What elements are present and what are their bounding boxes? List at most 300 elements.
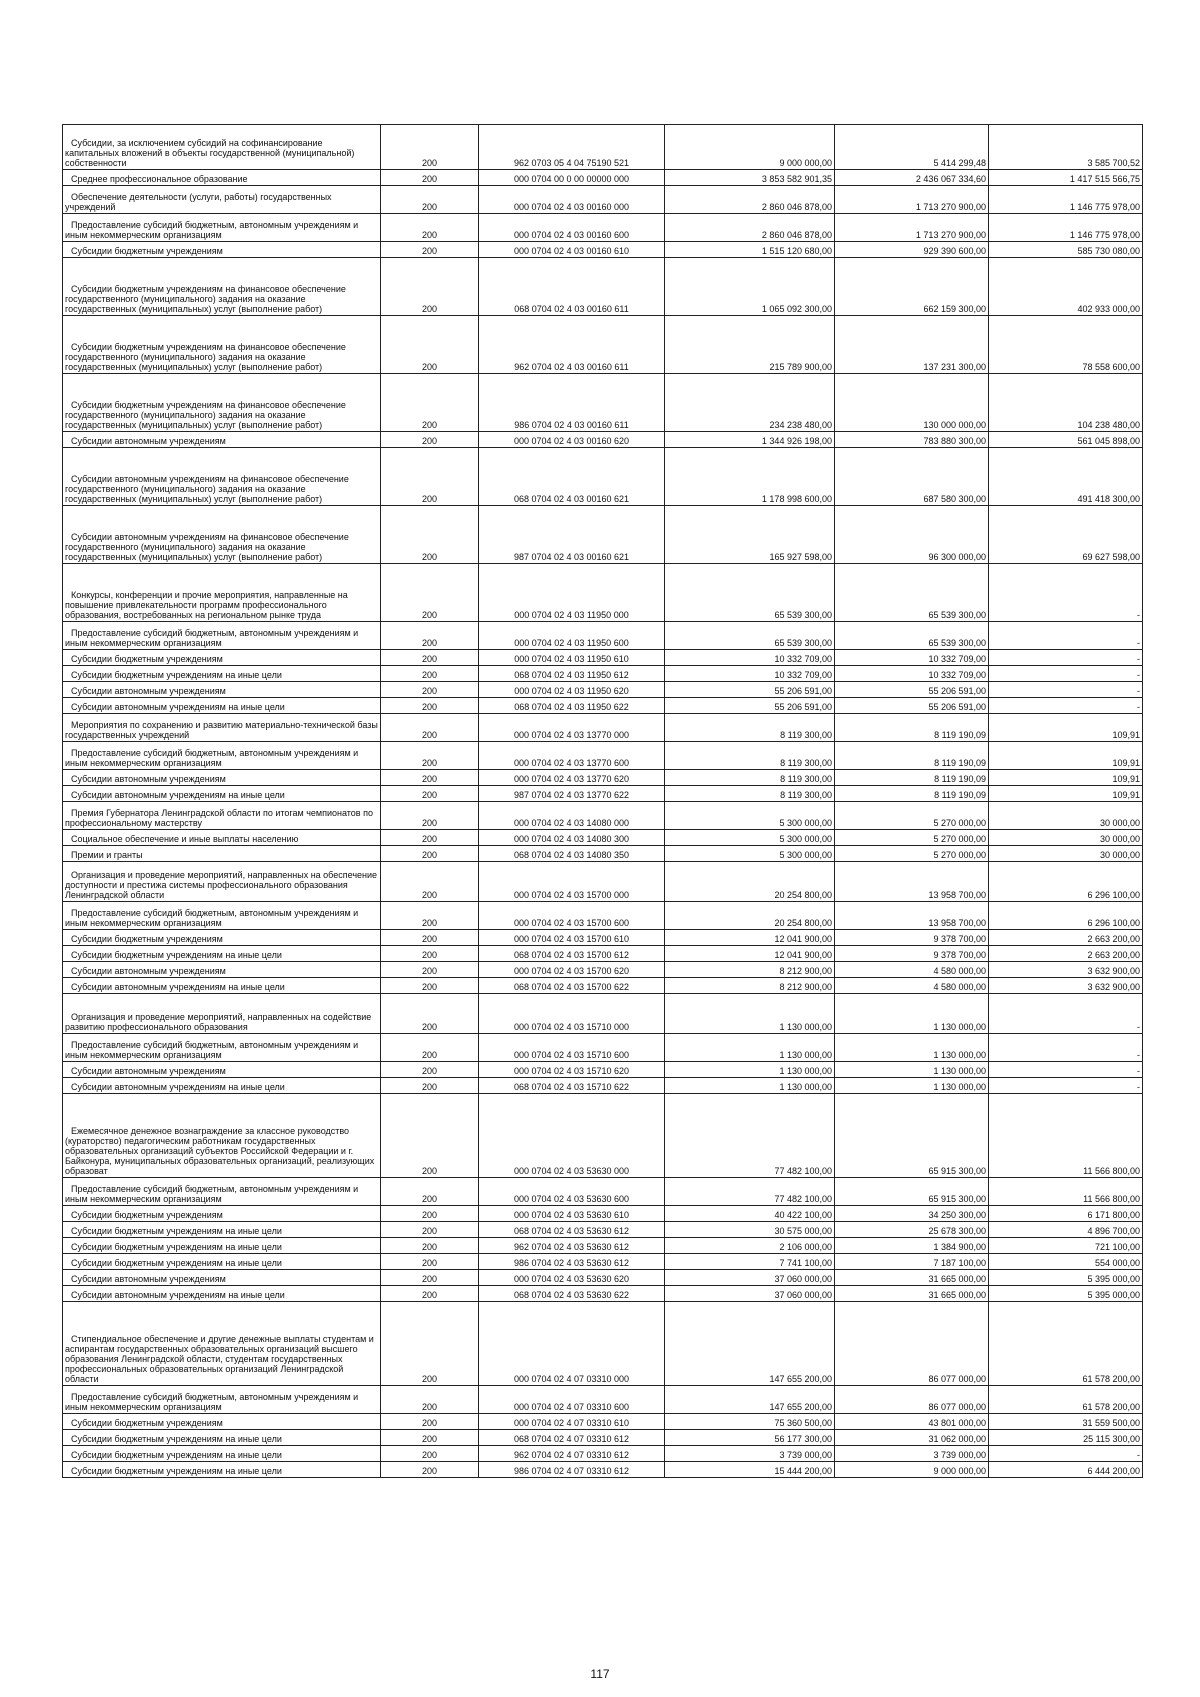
row-name-cell: Субсидии бюджетным учреждениям на иные цели: [63, 666, 381, 682]
row-code-cell: 200: [381, 1222, 479, 1238]
row-executed-cell: 1 130 000,00: [835, 994, 989, 1034]
table-row: [63, 1386, 1143, 1414]
row-code-cell: 200: [381, 830, 479, 846]
table-row: [63, 1446, 1143, 1462]
table-row: [63, 622, 1143, 650]
table-row: [63, 830, 1143, 846]
row-approved-cell: 1 130 000,00: [665, 1062, 835, 1078]
row-classification-cell: 000 0704 02 4 03 00160 600: [479, 214, 665, 242]
row-approved-cell: 10 332 709,00: [665, 650, 835, 666]
row-code-cell: 200: [381, 666, 479, 682]
row-unexecuted-cell: 61 578 200,00: [989, 1386, 1143, 1414]
row-classification-cell: 987 0704 02 4 03 00160 621: [479, 506, 665, 564]
row-unexecuted-cell: 561 045 898,00: [989, 432, 1143, 448]
row-classification-cell: 068 0704 02 4 03 15700 622: [479, 978, 665, 994]
row-executed-cell: 8 119 190,09: [835, 714, 989, 742]
row-executed-cell: 8 119 190,09: [835, 786, 989, 802]
row-code-cell: 200: [381, 930, 479, 946]
row-code-cell: 200: [381, 170, 479, 186]
row-executed-cell: 9 378 700,00: [835, 946, 989, 962]
row-executed-cell: 3 739 000,00: [835, 1446, 989, 1462]
row-executed-cell: 4 580 000,00: [835, 962, 989, 978]
row-unexecuted-cell: 30 000,00: [989, 846, 1143, 862]
row-approved-cell: 1 178 998 600,00: [665, 448, 835, 506]
row-unexecuted-cell: 491 418 300,00: [989, 448, 1143, 506]
row-code-cell: 200: [381, 242, 479, 258]
row-executed-cell: 662 159 300,00: [835, 258, 989, 316]
row-executed-cell: 5 270 000,00: [835, 846, 989, 862]
row-approved-cell: 3 853 582 901,35: [665, 170, 835, 186]
row-approved-cell: 7 741 100,00: [665, 1254, 835, 1270]
row-approved-cell: 8 119 300,00: [665, 742, 835, 770]
row-executed-cell: 8 119 190,09: [835, 770, 989, 786]
row-name-cell: Предоставление субсидий бюджетным, автономным учреждениям и иным некоммерческим организациям: [63, 214, 381, 242]
row-executed-cell: 13 958 700,00: [835, 862, 989, 902]
row-unexecuted-cell: 402 933 000,00: [989, 258, 1143, 316]
table-row: [63, 698, 1143, 714]
row-classification-cell: 986 0704 02 4 07 03310 612: [479, 1462, 665, 1478]
row-unexecuted-cell: 1 146 775 978,00: [989, 214, 1143, 242]
row-name-cell: Субсидии автономным учреждениям на иные цели: [63, 978, 381, 994]
row-classification-cell: 000 0704 02 4 03 11950 000: [479, 564, 665, 622]
table-row: [63, 714, 1143, 742]
row-classification-cell: 000 0704 02 4 03 53630 620: [479, 1270, 665, 1286]
row-unexecuted-cell: -: [989, 1062, 1143, 1078]
row-executed-cell: 86 077 000,00: [835, 1386, 989, 1414]
row-executed-cell: 13 958 700,00: [835, 902, 989, 930]
row-code-cell: 200: [381, 846, 479, 862]
row-name-cell: Конкурсы, конференции и прочие мероприятия, направленные на повышение привлекательности программ профессионального образования, востребованных на региональном рынке труда: [63, 564, 381, 622]
row-classification-cell: 000 0704 02 4 03 11950 610: [479, 650, 665, 666]
row-classification-cell: 000 0704 02 4 03 15700 620: [479, 962, 665, 978]
row-code-cell: 200: [381, 994, 479, 1034]
table-row: [63, 770, 1143, 786]
row-approved-cell: 8 212 900,00: [665, 978, 835, 994]
row-unexecuted-cell: 31 559 500,00: [989, 1414, 1143, 1430]
row-classification-cell: 000 0704 02 4 03 13770 620: [479, 770, 665, 786]
row-classification-cell: 000 0704 00 0 00 00000 000: [479, 170, 665, 186]
row-executed-cell: 1 130 000,00: [835, 1034, 989, 1062]
table-row: [63, 802, 1143, 830]
row-name-cell: Субсидии бюджетным учреждениям на иные цели: [63, 1254, 381, 1270]
table-row: [63, 448, 1143, 506]
row-name-cell: Субсидии автономным учреждениям на финансовое обеспечение государственного (муниципального) задания на оказание государственных (муниципальных) услуг (выполнение работ): [63, 448, 381, 506]
row-approved-cell: 15 444 200,00: [665, 1462, 835, 1478]
row-name-cell: Субсидии автономным учреждениям на иные цели: [63, 698, 381, 714]
row-unexecuted-cell: -: [989, 1078, 1143, 1094]
row-name-cell: Субсидии автономным учреждениям на финансовое обеспечение государственного (муниципального) задания на оказание государственных (муниципальных) услуг (выполнение работ): [63, 506, 381, 564]
row-executed-cell: 96 300 000,00: [835, 506, 989, 564]
row-approved-cell: 55 206 591,00: [665, 682, 835, 698]
row-classification-cell: 987 0704 02 4 03 13770 622: [479, 786, 665, 802]
row-code-cell: 200: [381, 1094, 479, 1178]
row-executed-cell: 10 332 709,00: [835, 650, 989, 666]
row-classification-cell: 000 0704 02 4 03 15700 600: [479, 902, 665, 930]
row-executed-cell: 5 270 000,00: [835, 802, 989, 830]
row-approved-cell: 147 655 200,00: [665, 1386, 835, 1414]
row-name-cell: Субсидии автономным учреждениям: [63, 1270, 381, 1286]
row-code-cell: 200: [381, 1254, 479, 1270]
row-executed-cell: 929 390 600,00: [835, 242, 989, 258]
row-approved-cell: 8 212 900,00: [665, 962, 835, 978]
budget-report-sheet: [62, 124, 1142, 1478]
row-name-cell: Субсидии бюджетным учреждениям на иные цели: [63, 1462, 381, 1478]
row-executed-cell: 65 915 300,00: [835, 1178, 989, 1206]
row-name-cell: Субсидии автономным учреждениям: [63, 682, 381, 698]
row-unexecuted-cell: 585 730 080,00: [989, 242, 1143, 258]
row-executed-cell: 137 231 300,00: [835, 316, 989, 374]
row-code-cell: 200: [381, 316, 479, 374]
row-name-cell: Премия Губернатора Ленинградской области по итогам чемпионатов по профессиональному мастерству: [63, 802, 381, 830]
row-executed-cell: 7 187 100,00: [835, 1254, 989, 1270]
row-approved-cell: 8 119 300,00: [665, 770, 835, 786]
row-approved-cell: 30 575 000,00: [665, 1222, 835, 1238]
row-unexecuted-cell: 6 296 100,00: [989, 902, 1143, 930]
row-unexecuted-cell: 109,91: [989, 714, 1143, 742]
row-code-cell: 200: [381, 742, 479, 770]
row-approved-cell: 77 482 100,00: [665, 1178, 835, 1206]
table-row: [63, 682, 1143, 698]
row-code-cell: 200: [381, 962, 479, 978]
row-classification-cell: 000 0704 02 4 03 00160 610: [479, 242, 665, 258]
row-classification-cell: 000 0704 02 4 03 14080 000: [479, 802, 665, 830]
row-classification-cell: 000 0704 02 4 03 15710 620: [479, 1062, 665, 1078]
row-name-cell: Предоставление субсидий бюджетным, автономным учреждениям и иным некоммерческим организациям: [63, 622, 381, 650]
table-row: [63, 564, 1143, 622]
row-approved-cell: 1 130 000,00: [665, 1034, 835, 1062]
table-row: [63, 1430, 1143, 1446]
row-classification-cell: 000 0704 02 4 03 00160 000: [479, 186, 665, 214]
row-code-cell: 200: [381, 1286, 479, 1302]
row-executed-cell: 31 665 000,00: [835, 1286, 989, 1302]
table-row: [63, 316, 1143, 374]
row-classification-cell: 068 0704 02 4 03 11950 612: [479, 666, 665, 682]
page-number: 117: [590, 1667, 610, 1681]
row-executed-cell: 2 436 067 334,60: [835, 170, 989, 186]
row-executed-cell: 31 062 000,00: [835, 1430, 989, 1446]
row-code-cell: 200: [381, 698, 479, 714]
row-approved-cell: 1 344 926 198,00: [665, 432, 835, 448]
row-name-cell: Субсидии бюджетным учреждениям на иные цели: [63, 1222, 381, 1238]
row-approved-cell: 2 860 046 878,00: [665, 186, 835, 214]
row-unexecuted-cell: 25 115 300,00: [989, 1430, 1143, 1446]
row-unexecuted-cell: -: [989, 564, 1143, 622]
row-unexecuted-cell: 30 000,00: [989, 802, 1143, 830]
row-executed-cell: 43 801 000,00: [835, 1414, 989, 1430]
row-classification-cell: 000 0704 02 4 03 15710 600: [479, 1034, 665, 1062]
row-code-cell: 200: [381, 1270, 479, 1286]
row-unexecuted-cell: 5 395 000,00: [989, 1270, 1143, 1286]
row-unexecuted-cell: 3 632 900,00: [989, 978, 1143, 994]
row-code-cell: 200: [381, 802, 479, 830]
row-approved-cell: 55 206 591,00: [665, 698, 835, 714]
row-classification-cell: 000 0704 02 4 03 13770 000: [479, 714, 665, 742]
row-classification-cell: 986 0704 02 4 03 53630 612: [479, 1254, 665, 1270]
row-classification-cell: 068 0704 02 4 03 53630 612: [479, 1222, 665, 1238]
row-executed-cell: 1 130 000,00: [835, 1062, 989, 1078]
row-approved-cell: 20 254 800,00: [665, 902, 835, 930]
row-classification-cell: 000 0704 02 4 07 03310 600: [479, 1386, 665, 1414]
row-classification-cell: 000 0704 02 4 07 03310 610: [479, 1414, 665, 1430]
row-approved-cell: 20 254 800,00: [665, 862, 835, 902]
row-code-cell: 200: [381, 1386, 479, 1414]
row-approved-cell: 5 300 000,00: [665, 846, 835, 862]
row-classification-cell: 962 0703 05 4 04 75190 521: [479, 125, 665, 170]
table-row: [63, 862, 1143, 902]
row-unexecuted-cell: 104 238 480,00: [989, 374, 1143, 432]
row-unexecuted-cell: -: [989, 682, 1143, 698]
row-executed-cell: 65 915 300,00: [835, 1094, 989, 1178]
row-approved-cell: 234 238 480,00: [665, 374, 835, 432]
row-code-cell: 200: [381, 1446, 479, 1462]
row-name-cell: Организация и проведение мероприятий, направленных на содействие развитию профессионального образования: [63, 994, 381, 1034]
row-code-cell: 200: [381, 374, 479, 432]
row-unexecuted-cell: 2 663 200,00: [989, 946, 1143, 962]
row-unexecuted-cell: 78 558 600,00: [989, 316, 1143, 374]
row-name-cell: Мероприятия по сохранению и развитию материально-технической базы государственных учреждений: [63, 714, 381, 742]
row-unexecuted-cell: -: [989, 994, 1143, 1034]
table-row: [63, 666, 1143, 682]
row-name-cell: Среднее профессиональное образование: [63, 170, 381, 186]
row-unexecuted-cell: 11 566 800,00: [989, 1094, 1143, 1178]
row-classification-cell: 000 0704 02 4 03 11950 600: [479, 622, 665, 650]
row-name-cell: Премии и гранты: [63, 846, 381, 862]
row-executed-cell: 1 713 270 900,00: [835, 214, 989, 242]
row-classification-cell: 000 0704 02 4 03 13770 600: [479, 742, 665, 770]
table-row: [63, 946, 1143, 962]
row-name-cell: Ежемесячное денежное вознаграждение за классное руководство (кураторство) педагогическим работникам государственных образовательных организаций субъектов Российской Федерации и г. Байконура, муниципальных образовательных организаций, реализующих образоват: [63, 1094, 381, 1178]
row-code-cell: 200: [381, 506, 479, 564]
row-unexecuted-cell: -: [989, 1446, 1143, 1462]
row-executed-cell: 130 000 000,00: [835, 374, 989, 432]
row-classification-cell: 962 0704 02 4 03 00160 611: [479, 316, 665, 374]
row-approved-cell: 12 041 900,00: [665, 930, 835, 946]
row-executed-cell: 31 665 000,00: [835, 1270, 989, 1286]
row-classification-cell: 000 0704 02 4 03 15700 000: [479, 862, 665, 902]
table-row: [63, 650, 1143, 666]
row-executed-cell: 9 000 000,00: [835, 1462, 989, 1478]
row-approved-cell: 8 119 300,00: [665, 786, 835, 802]
row-code-cell: 200: [381, 1462, 479, 1478]
row-code-cell: 200: [381, 1414, 479, 1430]
row-classification-cell: 962 0704 02 4 03 53630 612: [479, 1238, 665, 1254]
row-executed-cell: 9 378 700,00: [835, 930, 989, 946]
row-unexecuted-cell: 6 296 100,00: [989, 862, 1143, 902]
row-classification-cell: 000 0704 02 4 03 53630 600: [479, 1178, 665, 1206]
row-unexecuted-cell: 2 663 200,00: [989, 930, 1143, 946]
row-unexecuted-cell: 3 632 900,00: [989, 962, 1143, 978]
row-classification-cell: 000 0704 02 4 03 53630 000: [479, 1094, 665, 1178]
row-classification-cell: 986 0704 02 4 03 00160 611: [479, 374, 665, 432]
row-approved-cell: 2 860 046 878,00: [665, 214, 835, 242]
table-row: [63, 742, 1143, 770]
row-code-cell: 200: [381, 1078, 479, 1094]
row-executed-cell: 1 713 270 900,00: [835, 186, 989, 214]
table-row: [63, 1254, 1143, 1270]
row-approved-cell: 1 130 000,00: [665, 1078, 835, 1094]
row-approved-cell: 77 482 100,00: [665, 1094, 835, 1178]
row-name-cell: Субсидии автономным учреждениям: [63, 770, 381, 786]
row-approved-cell: 65 539 300,00: [665, 622, 835, 650]
row-name-cell: Субсидии бюджетным учреждениям: [63, 1206, 381, 1222]
row-name-cell: Обеспечение деятельности (услуги, работы) государственных учреждений: [63, 186, 381, 214]
table-row: [63, 1414, 1143, 1430]
row-name-cell: Предоставление субсидий бюджетным, автономным учреждениям и иным некоммерческим организациям: [63, 902, 381, 930]
row-code-cell: 200: [381, 186, 479, 214]
row-approved-cell: 37 060 000,00: [665, 1270, 835, 1286]
row-classification-cell: 068 0704 02 4 03 14080 350: [479, 846, 665, 862]
row-approved-cell: 8 119 300,00: [665, 714, 835, 742]
row-name-cell: Субсидии бюджетным учреждениям на иные цели: [63, 946, 381, 962]
row-code-cell: 200: [381, 448, 479, 506]
row-name-cell: Субсидии бюджетным учреждениям на иные цели: [63, 1238, 381, 1254]
row-unexecuted-cell: 1 417 515 566,75: [989, 170, 1143, 186]
row-unexecuted-cell: -: [989, 622, 1143, 650]
row-approved-cell: 1 065 092 300,00: [665, 258, 835, 316]
row-approved-cell: 40 422 100,00: [665, 1206, 835, 1222]
table-row: [63, 1206, 1143, 1222]
row-approved-cell: 5 300 000,00: [665, 830, 835, 846]
row-code-cell: 200: [381, 714, 479, 742]
row-code-cell: 200: [381, 1238, 479, 1254]
row-name-cell: Субсидии бюджетным учреждениям на иные цели: [63, 1430, 381, 1446]
row-unexecuted-cell: 1 146 775 978,00: [989, 186, 1143, 214]
row-code-cell: 200: [381, 978, 479, 994]
row-name-cell: Социальное обеспечение и иные выплаты населению: [63, 830, 381, 846]
row-unexecuted-cell: -: [989, 1034, 1143, 1062]
row-name-cell: Субсидии бюджетным учреждениям на иные цели: [63, 1446, 381, 1462]
row-unexecuted-cell: 4 896 700,00: [989, 1222, 1143, 1238]
row-unexecuted-cell: -: [989, 650, 1143, 666]
row-code-cell: 200: [381, 650, 479, 666]
table-row: [63, 1302, 1143, 1386]
row-unexecuted-cell: 69 627 598,00: [989, 506, 1143, 564]
row-classification-cell: 000 0704 02 4 03 11950 620: [479, 682, 665, 698]
row-name-cell: Субсидии бюджетным учреждениям на финансовое обеспечение государственного (муниципального) задания на оказание государственных (муниципальных) услуг (выполнение работ): [63, 374, 381, 432]
row-executed-cell: 55 206 591,00: [835, 698, 989, 714]
row-classification-cell: 000 0704 02 4 03 14080 300: [479, 830, 665, 846]
table-row: [63, 978, 1143, 994]
row-code-cell: 200: [381, 564, 479, 622]
table-row: [63, 994, 1143, 1034]
row-classification-cell: 000 0704 02 4 03 00160 620: [479, 432, 665, 448]
row-approved-cell: 5 300 000,00: [665, 802, 835, 830]
row-code-cell: 200: [381, 214, 479, 242]
row-classification-cell: 068 0704 02 4 03 53630 622: [479, 1286, 665, 1302]
table-body: [63, 125, 1143, 1478]
row-approved-cell: 215 789 900,00: [665, 316, 835, 374]
row-name-cell: Субсидии бюджетным учреждениям: [63, 242, 381, 258]
row-approved-cell: 75 360 500,00: [665, 1414, 835, 1430]
row-approved-cell: 56 177 300,00: [665, 1430, 835, 1446]
row-code-cell: 200: [381, 1062, 479, 1078]
table-row: [63, 258, 1143, 316]
row-classification-cell: 068 0704 02 4 03 11950 622: [479, 698, 665, 714]
table-row: [63, 170, 1143, 186]
table-row: [63, 1178, 1143, 1206]
row-executed-cell: 55 206 591,00: [835, 682, 989, 698]
row-classification-cell: 068 0704 02 4 03 00160 621: [479, 448, 665, 506]
row-code-cell: 200: [381, 682, 479, 698]
row-classification-cell: 068 0704 02 4 03 15710 622: [479, 1078, 665, 1094]
row-executed-cell: 687 580 300,00: [835, 448, 989, 506]
row-approved-cell: 12 041 900,00: [665, 946, 835, 962]
row-approved-cell: 147 655 200,00: [665, 1302, 835, 1386]
row-unexecuted-cell: 5 395 000,00: [989, 1286, 1143, 1302]
row-executed-cell: 8 119 190,09: [835, 742, 989, 770]
row-unexecuted-cell: 11 566 800,00: [989, 1178, 1143, 1206]
row-classification-cell: 000 0704 02 4 03 53630 610: [479, 1206, 665, 1222]
row-name-cell: Предоставление субсидий бюджетным, автономным учреждениям и иным некоммерческим организациям: [63, 1178, 381, 1206]
row-executed-cell: 1 384 900,00: [835, 1238, 989, 1254]
row-classification-cell: 962 0704 02 4 07 03310 612: [479, 1446, 665, 1462]
row-unexecuted-cell: 109,91: [989, 742, 1143, 770]
row-name-cell: Субсидии, за исключением субсидий на софинансирование капитальных вложений в объекты государственной (муниципальной) собственности: [63, 125, 381, 170]
row-unexecuted-cell: 30 000,00: [989, 830, 1143, 846]
row-name-cell: Субсидии бюджетным учреждениям: [63, 930, 381, 946]
row-approved-cell: 65 539 300,00: [665, 564, 835, 622]
row-approved-cell: 165 927 598,00: [665, 506, 835, 564]
row-unexecuted-cell: 721 100,00: [989, 1238, 1143, 1254]
row-code-cell: 200: [381, 862, 479, 902]
row-name-cell: Субсидии бюджетным учреждениям на финансовое обеспечение государственного (муниципального) задания на оказание государственных (муниципальных) услуг (выполнение работ): [63, 316, 381, 374]
row-classification-cell: 068 0704 02 4 03 15700 612: [479, 946, 665, 962]
row-executed-cell: 86 077 000,00: [835, 1302, 989, 1386]
row-approved-cell: 3 739 000,00: [665, 1446, 835, 1462]
row-code-cell: 200: [381, 946, 479, 962]
row-classification-cell: 000 0704 02 4 03 15710 000: [479, 994, 665, 1034]
row-code-cell: 200: [381, 1034, 479, 1062]
row-unexecuted-cell: 6 171 800,00: [989, 1206, 1143, 1222]
row-code-cell: 200: [381, 770, 479, 786]
row-code-cell: 200: [381, 125, 479, 170]
table-row: [63, 1462, 1143, 1478]
table-row: [63, 1062, 1143, 1078]
row-executed-cell: 10 332 709,00: [835, 666, 989, 682]
row-code-cell: 200: [381, 1206, 479, 1222]
row-name-cell: Субсидии бюджетным учреждениям: [63, 1414, 381, 1430]
budget-execution-table: [62, 124, 1143, 1478]
row-name-cell: Субсидии бюджетным учреждениям на финансовое обеспечение государственного (муниципального) задания на оказание государственных (муниципальных) услуг (выполнение работ): [63, 258, 381, 316]
row-unexecuted-cell: 3 585 700,52: [989, 125, 1143, 170]
row-approved-cell: 9 000 000,00: [665, 125, 835, 170]
table-row: [63, 506, 1143, 564]
row-unexecuted-cell: 6 444 200,00: [989, 1462, 1143, 1478]
row-code-cell: 200: [381, 1430, 479, 1446]
row-executed-cell: 65 539 300,00: [835, 564, 989, 622]
row-unexecuted-cell: 109,91: [989, 786, 1143, 802]
row-unexecuted-cell: 554 000,00: [989, 1254, 1143, 1270]
row-approved-cell: 10 332 709,00: [665, 666, 835, 682]
row-name-cell: Организация и проведение мероприятий, направленных на обеспечение доступности и престижа системы профессионального образования Ленинградской области: [63, 862, 381, 902]
row-name-cell: Субсидии автономным учреждениям: [63, 1062, 381, 1078]
table-row: [63, 186, 1143, 214]
row-code-cell: 200: [381, 432, 479, 448]
table-row: [63, 1034, 1143, 1062]
table-row: [63, 1094, 1143, 1178]
table-row: [63, 930, 1143, 946]
table-row: [63, 432, 1143, 448]
table-row: [63, 1270, 1143, 1286]
table-row: [63, 1222, 1143, 1238]
row-executed-cell: 5 414 299,48: [835, 125, 989, 170]
table-row: [63, 962, 1143, 978]
row-approved-cell: 1 130 000,00: [665, 994, 835, 1034]
row-approved-cell: 1 515 120 680,00: [665, 242, 835, 258]
row-name-cell: Предоставление субсидий бюджетным, автономным учреждениям и иным некоммерческим организациям: [63, 1034, 381, 1062]
row-code-cell: 200: [381, 1178, 479, 1206]
row-name-cell: Субсидии автономным учреждениям: [63, 432, 381, 448]
